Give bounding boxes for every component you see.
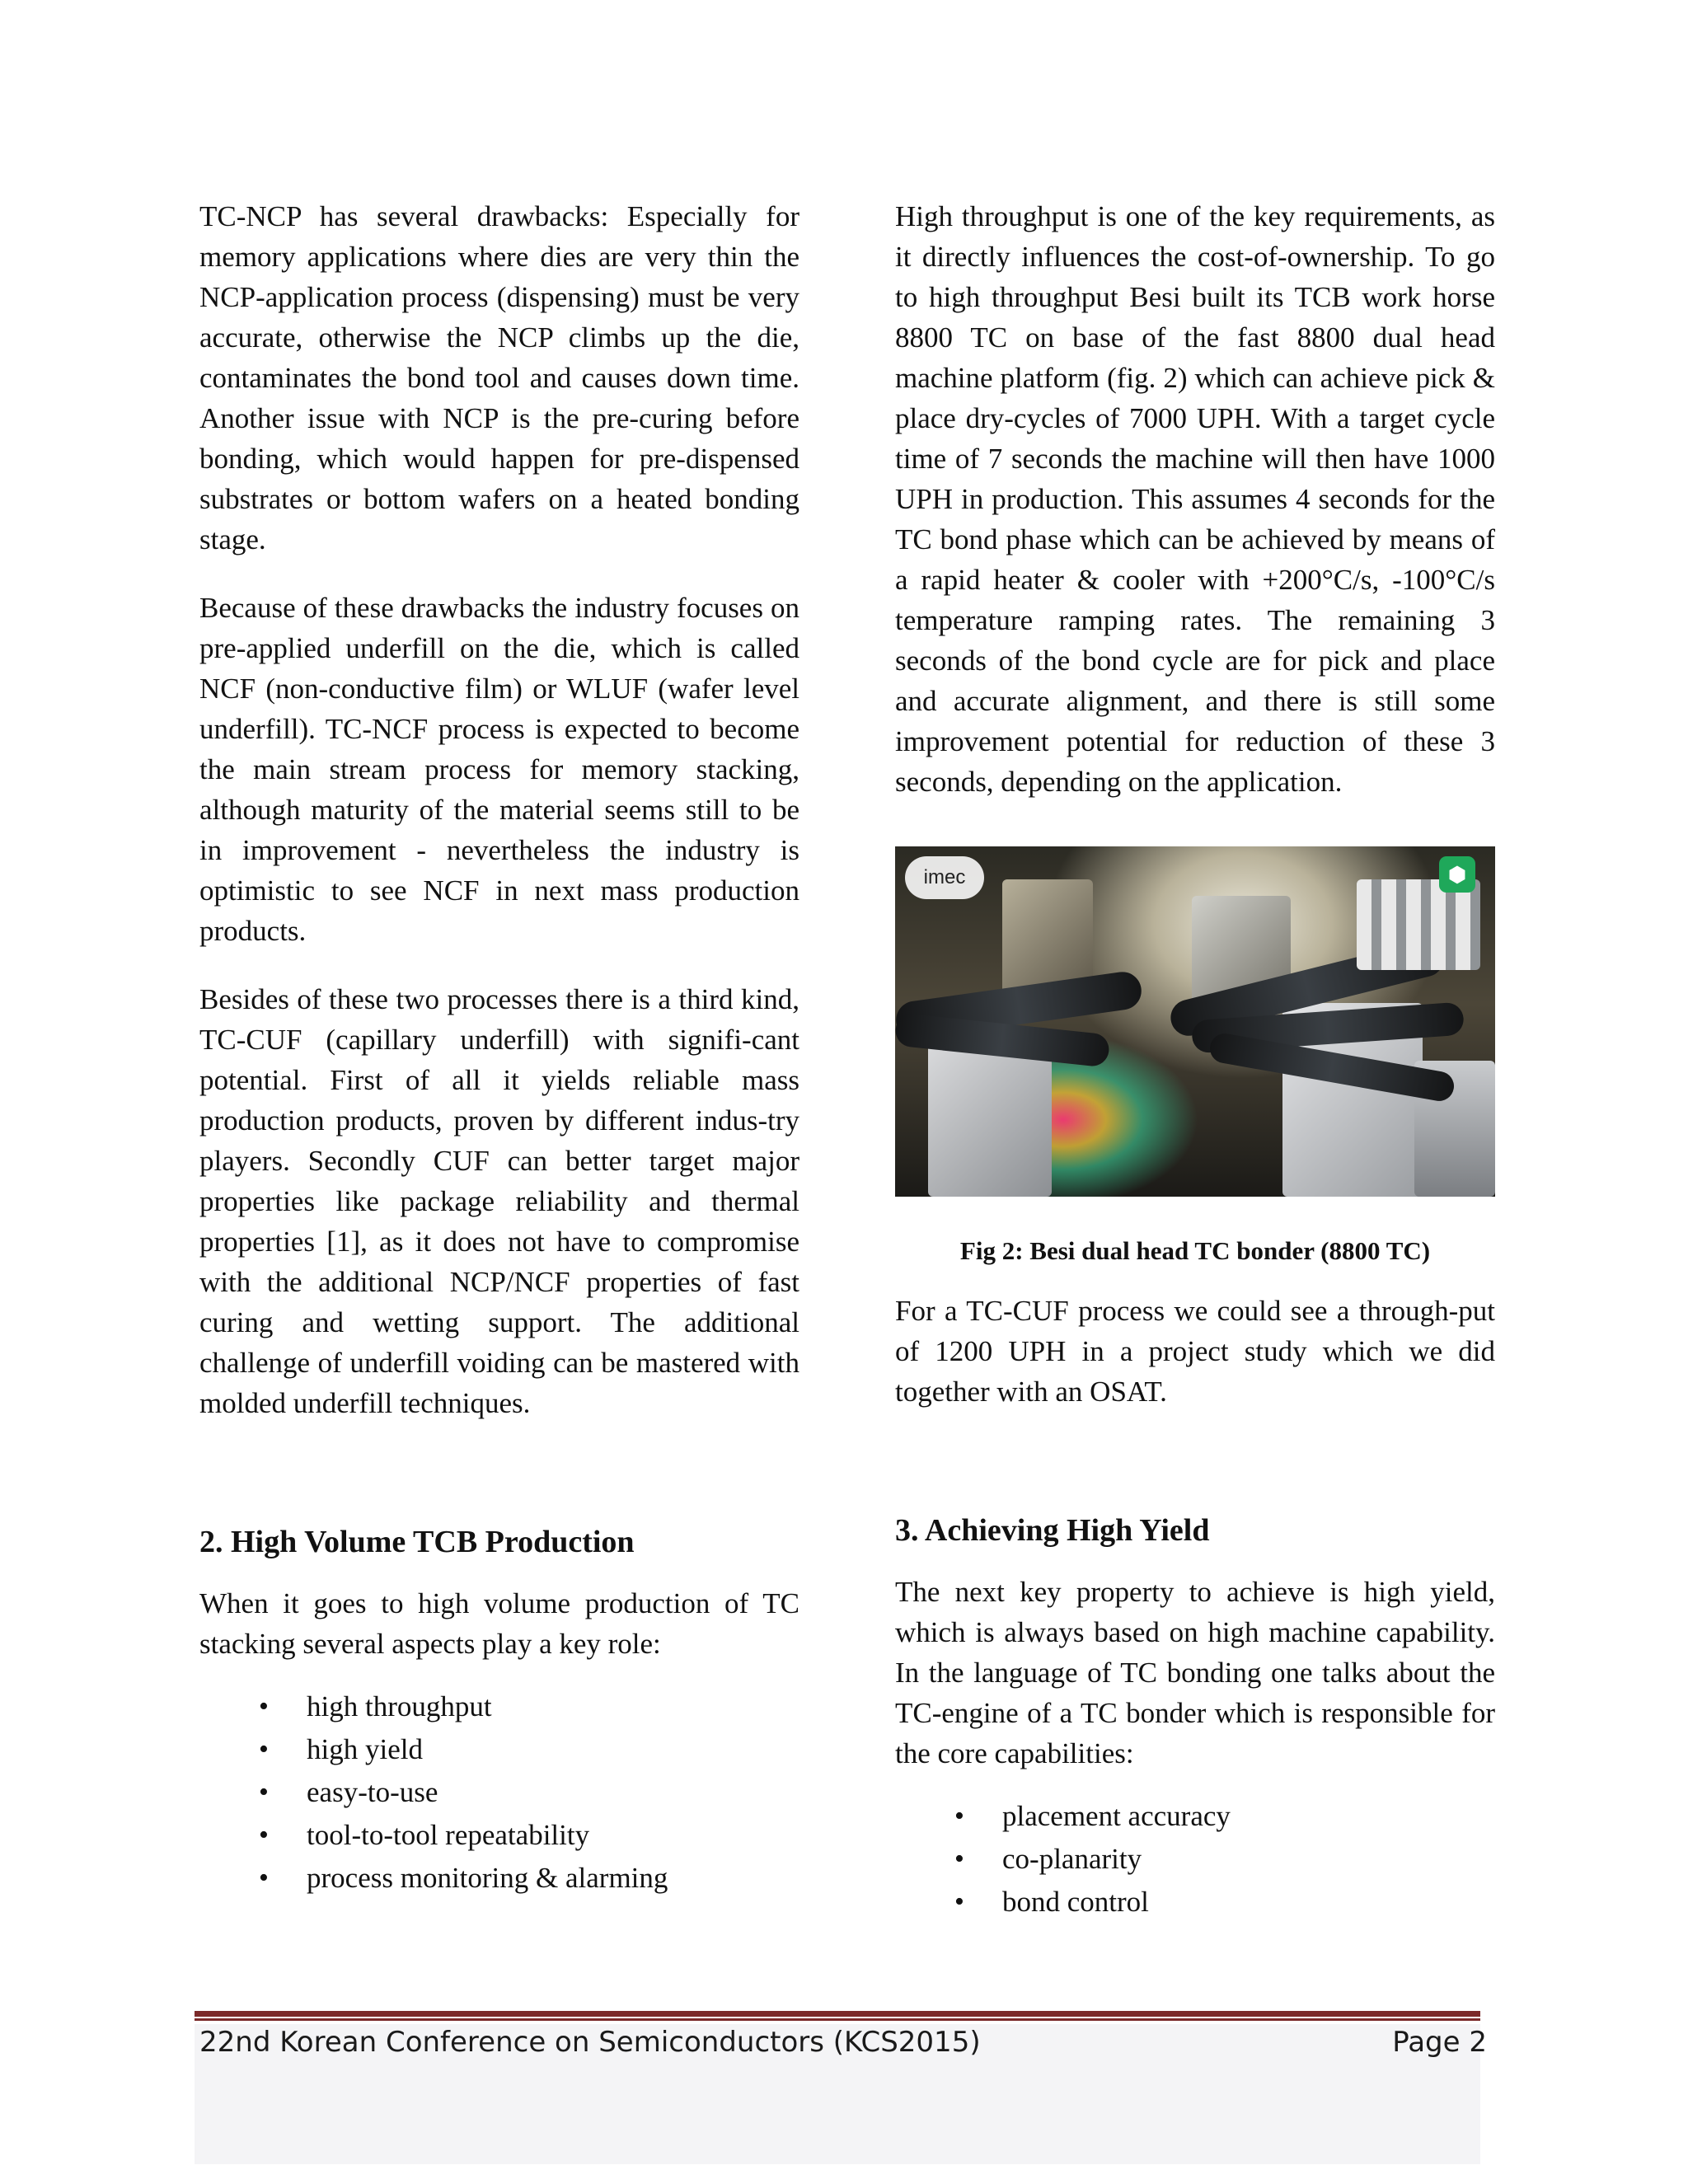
section-2-intro: When it goes to high volume production of TC stacking several aspects play a key role: bbox=[199, 1587, 799, 1660]
paragraph-tc-ncp-drawbacks: TC-NCP has several drawbacks: Especially for memory applications where dies are very thin the NCP-application process (dispensing) must be very accurate, otherwise the NCP climbs up the die, contaminates the bond tool and causes down time. Another issue with NCP is the pre-curing before bonding, which would happen for pre-dispensed substrates or bottom wafers on a heated bonding stage. bbox=[199, 200, 799, 555]
machine-head-left bbox=[928, 1044, 1052, 1197]
figure-besi-tc-bonder-photo bbox=[895, 846, 1495, 1197]
paragraph-tc-cuf: Besides of these two processes there is a third kind, TC-CUF (capillary underfill) with signifi-cant potential. First of all it yields reliable mass production products, proven by different indus-try players. Secondly CUF can better target major properties like package reliability and thermal properties [1], as it does not have to compromise with the additional NCP/NCF properties of fast curing and wetting support. The additional challenge of underfill voiding can be mastered with molded underfill techniques. bbox=[199, 983, 799, 1419]
list-item: • easy-to-use bbox=[199, 1771, 799, 1814]
footer-divider bbox=[195, 2011, 1480, 2017]
section-3-intro: The next key property to achieve is high yield, which is always based on high machine capability. In the language of TC bonding one talks about the TC-engine of a TC bonder which is responsible for the core capabilities: bbox=[895, 1576, 1495, 1769]
besi-logo-icon: ⬢ bbox=[1439, 856, 1475, 893]
right-column bbox=[895, 196, 1495, 1924]
list-item: • bond control bbox=[895, 1881, 1495, 1924]
section-2-bullet-list bbox=[199, 1685, 799, 1900]
section-3-bullet-list bbox=[895, 1795, 1495, 1924]
list-item: • high throughput bbox=[199, 1685, 799, 1728]
imec-logo: imec bbox=[905, 856, 984, 899]
footer-page-number: Page 2 bbox=[1392, 2026, 1487, 2059]
paragraph-ncf: Because of these drawbacks the industry focuses on pre-applied underfill on the die, which is called NCF (non-conductive film) or WLUF (wafer level underfill). TC-NCF process is expected to become the main stream process for memory stacking, although maturity of the material seems still to be in improvement - nevertheless the industry is optimistic to see NCF in next mass production products. bbox=[199, 592, 799, 947]
list-item: • placement accuracy bbox=[895, 1795, 1495, 1838]
paragraph-high-throughput: High throughput is one of the key requirements, as it directly influences the cost-of-ownership. To go to high throughput Besi built its TCB work horse 8800 TC on base of the fast 8800 dual head machine platform (fig. 2) which can achieve pick & place dry-cycles of 7000 UPH. With a target cycle time of 7 seconds the machine will then have 1000 UPH in production. This assumes 4 seconds for the TC bond phase which can be achieved by means of a rapid heater & cooler with +200°C/s, -100°C/s temperature ramping rates. The remaining 3 seconds of the bond cycle are for pick and place and accurate alignment, and there is still some improvement potential for reduction of these 3 seconds, depending on the application. bbox=[895, 200, 1495, 798]
section-2-heading: 2. High Volume TCB Production bbox=[199, 1525, 635, 1559]
list-item: • high yield bbox=[199, 1728, 799, 1771]
figure-caption: Fig 2: Besi dual head TC bonder (8800 TC) bbox=[959, 1236, 1431, 1265]
section-3-heading: 3. Achieving High Yield bbox=[895, 1513, 1210, 1548]
list-item: • process monitoring & alarming bbox=[199, 1857, 799, 1900]
footer-conference-name: 22nd Korean Conference on Semiconductors (KCS2015) bbox=[199, 2026, 981, 2059]
list-item: • co-planarity bbox=[895, 1838, 1495, 1881]
list-item: • tool-to-tool repeatability bbox=[199, 1814, 799, 1857]
paragraph-tc-cuf-throughput: For a TC-CUF process we could see a through-put of 1200 UPH in a project study which we did together with an OSAT. bbox=[895, 1295, 1495, 1408]
connector-bank bbox=[1357, 879, 1480, 970]
left-column bbox=[199, 196, 799, 1900]
